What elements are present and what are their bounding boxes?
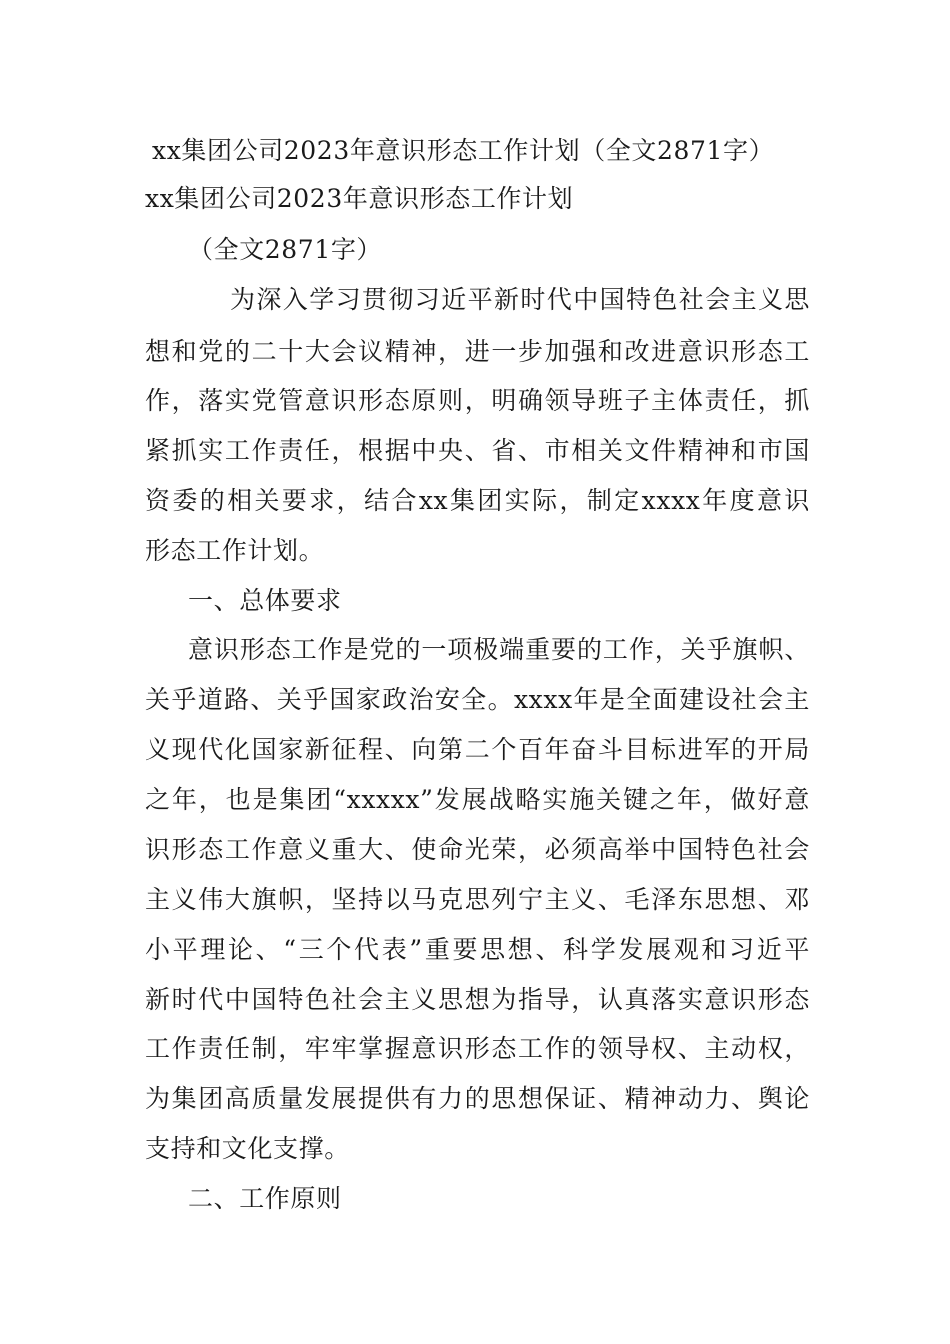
intro-line: 作，落实党管意识形态原则，明确领导班子主体责任，抓 — [145, 386, 810, 415]
section1-line: 义现代化国家新征程、向第二个百年奋斗目标进军的开局 — [145, 735, 810, 764]
section1-line: 工作责任制，牢牢掌握意识形态工作的领导权、主动权， — [145, 1034, 810, 1063]
intro-line: 紧抓实工作责任，根据中央、省、市相关文件精神和市国 — [145, 436, 810, 465]
intro-line: 形态工作计划。 — [145, 536, 325, 565]
section1-line: 新时代中国特色社会主义思想为指导，认真落实意识形态 — [145, 985, 810, 1014]
section1-line: 识形态工作意义重大、使命光荣，必须高举中国特色社会 — [145, 835, 810, 864]
section1-line: 为集团高质量发展提供有力的思想保证、精神动力、舆论 — [145, 1084, 810, 1113]
document-title: xx集团公司2023年意识形态工作计划 — [145, 184, 574, 213]
section1-line: 主义伟大旗帜，坚持以马克思列宁主义、毛泽东思想、邓 — [145, 885, 810, 914]
intro-line: 想和党的二十大会议精神，进一步加强和改进意识形态工 — [145, 337, 810, 366]
section1-line: 之年，也是集团“xxxxx”发展战略实施关键之年，做好意 — [145, 785, 810, 814]
section-heading-2: 二、工作原则 — [188, 1184, 342, 1213]
document-subtitle: （全文2871字） — [188, 235, 383, 264]
document-title-full: xx集团公司2023年意识形态工作计划（全文2871字） — [152, 136, 775, 165]
intro-line: 为深入学习贯彻习近平新时代中国特色社会主义思 — [230, 285, 810, 314]
section1-line: 意识形态工作是党的一项极端重要的工作，关乎旗帜、 — [188, 635, 810, 664]
section1-line: 支持和文化支撑。 — [145, 1134, 350, 1163]
section1-line: 关乎道路、关乎国家政治安全。xxxx年是全面建设社会主 — [145, 685, 810, 714]
section1-line: 小平理论、“三个代表”重要思想、科学发展观和习近平 — [145, 935, 810, 964]
intro-line: 资委的相关要求，结合xx集团实际，制定xxxx年度意识 — [145, 486, 810, 515]
section-heading-1: 一、总体要求 — [188, 586, 342, 615]
